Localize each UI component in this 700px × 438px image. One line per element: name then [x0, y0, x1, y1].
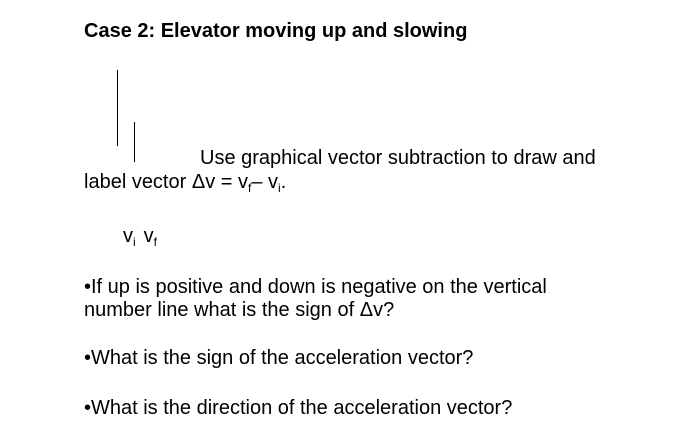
instruction-end: .: [280, 171, 287, 193]
instruction-line-1: Use graphical vector subtraction to draw and: [200, 147, 596, 169]
vf-label-base: v: [143, 225, 154, 247]
initial-velocity-vector-line: [117, 70, 118, 146]
question-1-line-1: •If up is positive and down is negative on the vertical: [84, 276, 547, 298]
vi-label-base: v: [123, 225, 133, 247]
vf-label-subscript: f: [153, 235, 158, 249]
question-2: •What is the sign of the acceleration vector?: [84, 347, 474, 369]
instruction-line-2: [84, 170, 286, 194]
instruction-prefix: label vector Δv = v: [84, 171, 248, 193]
vi-label-subscript: i: [133, 235, 136, 249]
question-3: •What is the direction of the acceleration vector?: [84, 397, 513, 419]
question-1-line-2: number line what is the sign of Δv?: [84, 299, 395, 321]
page-title: Case 2: Elevator moving up and slowing: [84, 20, 468, 42]
final-velocity-vector-line: [134, 122, 135, 162]
instruction-minus: – v: [251, 171, 279, 193]
vector-labels: [123, 224, 157, 248]
instruction-subscript-f: f: [247, 181, 252, 195]
instruction-subscript-i: i: [278, 181, 281, 195]
